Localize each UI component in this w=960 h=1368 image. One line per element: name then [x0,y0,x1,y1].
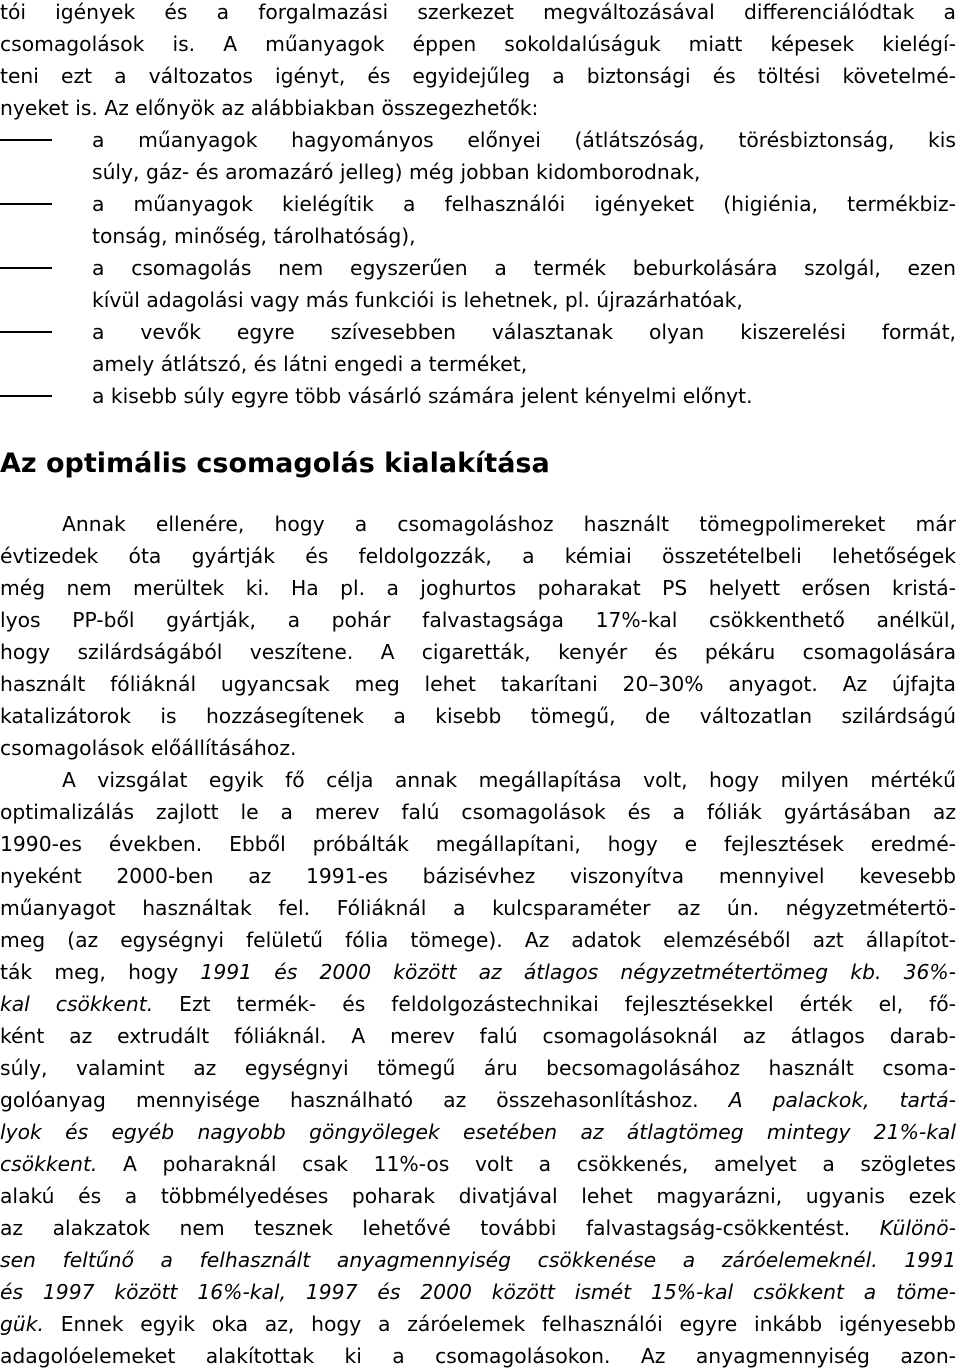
paragraph-line [0,1152,956,1176]
italic-run: sen feltűnő a felhasznált anyagmennyiség csökkenése a záróelemeknél. 1991 [0,1248,956,1272]
text-run: Ennek egyik oka az, hogy a záróelemek felhasználói egyre inkább igényesebb [43,1312,956,1336]
section-heading: Az optimális csomagolás kialakítása [0,448,550,479]
italic-run: és 1997 között 16%-kal, 1997 és 2000 között ismét 15%-kal csökkent a töme- [0,1280,956,1304]
intro-line: teni ezt a változatos igényt, és egyidejűleg a biztonsági és töltési követelmé- [0,64,956,88]
dash-bullet [0,139,52,141]
paragraph-line [0,832,956,856]
bullet-line: amely átlátszó, és látni engedi a terméket, [92,352,528,376]
paragraph-line: Annak ellenére, hogy a csomagoláshoz használt tömegpolimereket már [62,512,956,536]
italic-run: csökkent. [0,1152,98,1176]
dash-bullet [0,267,52,269]
text-run: golóanyag mennyisége használható az összehasonlításhoz. [0,1088,729,1112]
paragraph-line: évtizedek óta gyártják és feldolgozzák, a kémiai összetételbeli lehetőségek [0,544,956,568]
italic-run: lyok és egyéb nagyobb göngyölegek esetében az átlagtömeg mintegy 21%-kal [0,1120,956,1144]
text-run: ták meg, hogy [0,960,201,984]
bullet-line: súly, gáz- és aromazáró jelleg) még jobban kidomborodnak, [92,160,701,184]
bullet-line: a kisebb súly egyre több vásárló számára jelent kényelmi előnyt. [92,384,753,408]
paragraph-line [0,992,956,1016]
paragraph-line: csomagolások előállításához. [0,736,297,760]
text-run: műanyagot használtak fel. Fóliáknál a kulcsparaméter az ún. négyzetmétertö- [0,896,956,920]
paragraph-line [0,800,956,824]
paragraph-line: katalizátorok is hozzásegítenek a kisebb tömegű, de változatlan szilárdságú [0,704,956,728]
paragraph-line [0,1312,956,1336]
italic-run: kal csökkent. [0,992,154,1016]
paragraph-line [0,1344,956,1368]
text-run: Ezt termék- és feldolgozástechnikai fejlesztésekkel érték el, fő- [153,992,956,1016]
paragraph-line [0,960,956,984]
bullet-line: a vevők egyre szívesebben választanak olyan kiszerelési formát, [92,320,956,344]
italic-run: A palackok, tartá- [728,1088,956,1112]
text-run: ként az extrudált fóliáknál. A merev falú csomagolásoknál az átlagos darab- [0,1024,956,1048]
italic-run: Különö- [879,1216,956,1240]
text-run: A poharaknál csak 11%-os volt a csökkenés, amelyet a szögletes [97,1152,956,1176]
paragraph-line [0,864,956,888]
intro-line: csomagolások is. A műanyagok éppen sokoldalúságuk miatt képesek kielégí- [0,32,956,56]
dash-bullet [0,395,52,397]
text-run: 1990-es években. Ebből próbálták megállapítani, hogy e fejlesztések eredmé- [0,832,956,856]
paragraph-line [0,928,956,952]
text-run: A vizsgálat egyik fő célja annak megállapítása volt, hogy milyen mértékű [62,768,956,792]
paragraph-line [0,1248,956,1272]
paragraph-line: lyos PP-ből gyártják, a pohár falvastagsága 17%-kal csökkenthető anélkül, [0,608,956,632]
paragraph-line [62,768,956,792]
text-run: optimalizálás zajlott le a merev falú csomagolások és a fóliák gyártásában az [0,800,956,824]
paragraph-line [0,1024,956,1048]
text-run: adagolóelemeket alakítottak ki a csomagolásokon. Az anyagmennyiség azon- [0,1344,956,1368]
intro-line: tói igények és a forgalmazási szerkezet megváltozásával differenciálódtak a [0,0,956,24]
paragraph-line [0,1216,956,1240]
text-run: meg (az egységnyi felületű fólia tömege). Az adatok elemzéséből azt állapítot- [0,928,956,952]
intro-line: nyeket is. Az előnyök az alábbiakban összegezhetők: [0,96,539,120]
bullet-line: tonság, minőség, tárolhatóság), [92,224,416,248]
text-run: nyeként 2000-ben az 1991-es bázisévhez viszonyítva mennyivel kevesebb [0,864,956,888]
dash-bullet [0,331,52,333]
paragraph-line [0,1120,956,1144]
bullet-line: kívül adagolási vagy más funkciói is lehetnek, pl. újrazárhatóak, [92,288,743,312]
italic-run: 1991 és 2000 között az átlagos négyzetmétertömeg kb. 36%- [200,960,956,984]
paragraph-line [0,1056,956,1080]
bullet-line: a műanyagok hagyományos előnyei (átlátszóság, törésbiztonság, kis [92,128,956,152]
dash-bullet [0,203,52,205]
paragraph-line: hogy szilárdságából veszítene. A cigaretták, kenyér és pékáru csomagolására [0,640,956,664]
bullet-line: a műanyagok kielégítik a felhasználói igényeket (higiénia, termékbiz- [92,192,956,216]
paragraph-line: még nem merültek ki. Ha pl. a joghurtos poharakat PS helyett erősen kristá- [0,576,956,600]
text-run: alakú és a többmélyedéses poharak divatjával lehet magyarázni, ugyanis ezek [0,1184,956,1208]
text-run: az alakzatok nem tesznek lehetővé további falvastagság-csökkentést. [0,1216,880,1240]
italic-run: gük. [0,1312,44,1336]
paragraph-line [0,1280,956,1304]
paragraph-line [0,1184,956,1208]
text-run: súly, valamint az egységnyi tömegű áru becsomagolásához használt csoma- [0,1056,956,1080]
paragraph-line [0,1088,956,1112]
paragraph-line: használt fóliáknál ugyancsak meg lehet takarítani 20–30% anyagot. Az újfajta [0,672,956,696]
bullet-line: a csomagolás nem egyszerűen a termék beburkolására szolgál, ezen [92,256,956,280]
paragraph-line [0,896,956,920]
